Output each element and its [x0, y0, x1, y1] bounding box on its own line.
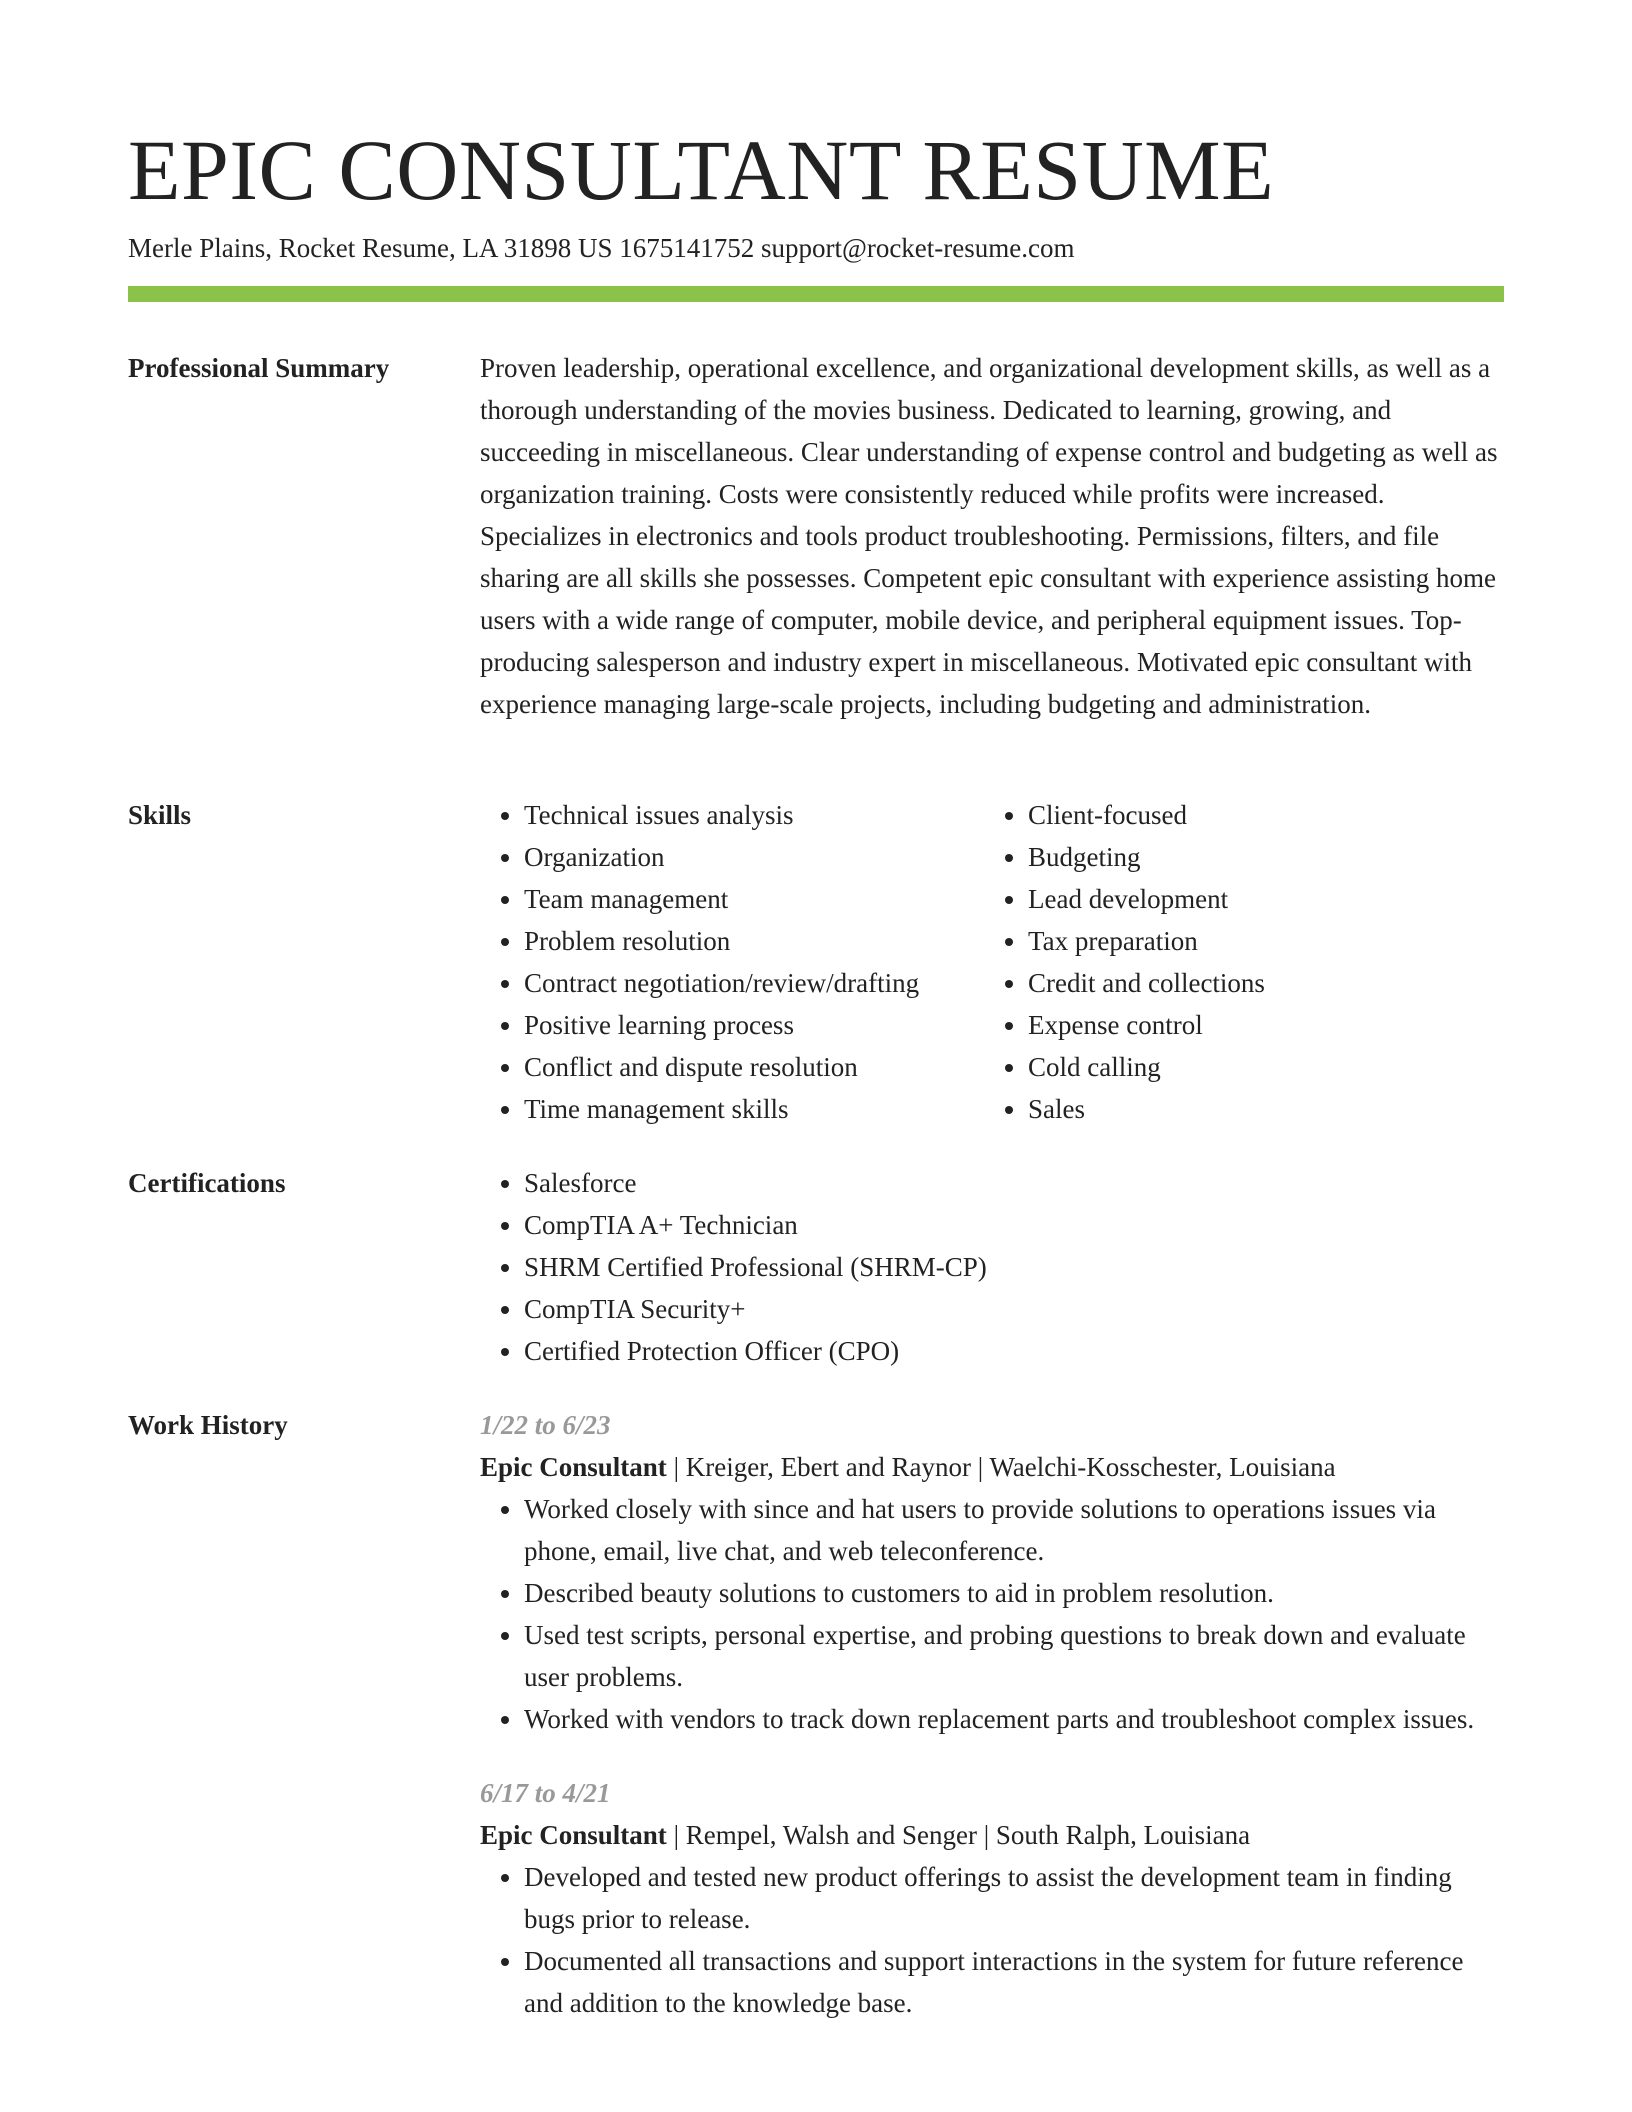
job-duties-list	[480, 1488, 1504, 1740]
skills-heading: Skills	[128, 800, 192, 830]
skills-column-left	[480, 794, 984, 1130]
skill-item: • Organization	[524, 836, 984, 878]
job-duty: • Worked with vendors to track down replacement parts and troubleshoot complex issues.	[524, 1698, 1504, 1740]
job-duty: • Used test scripts, personal expertise, and probing questions to break down and evaluate user problems.	[524, 1614, 1504, 1698]
job-title: Epic Consultant	[480, 1820, 667, 1850]
skill-item: • Credit and collections	[1028, 962, 1488, 1004]
summary-heading: Professional Summary	[128, 353, 390, 383]
skill-item: • Contract negotiation/review/drafting	[524, 962, 984, 1004]
summary-text: Proven leadership, operational excellence, and organizational development skills, as well as a thorough understanding of the movies business. Dedicated to learning, growing, and succeeding in miscellaneous. Clear understanding of expense control and budgeting as well as organization training. Costs were consistently reduced while profits were increased. Specializes in electronics and tools product troubleshooting. Permissions, filters, and file sharing are all skills she possesses. Competent epic consultant with experience assisting home users with a wide range of computer, mobile device, and peripheral equipment issues. Top-producing salesperson and industry expert in miscellaneous. Motivated epic consultant with experience managing large-scale projects, including budgeting and administration.	[480, 353, 1498, 719]
job-entry	[480, 1404, 1504, 1740]
job-employer-location: | Kreiger, Ebert and Raynor | Waelchi-Kosschester, Louisiana	[666, 1452, 1336, 1482]
skills-list-right	[984, 794, 1488, 1130]
certification-item: • CompTIA A+ Technician	[524, 1204, 1504, 1246]
work-history-heading: Work History	[128, 1410, 288, 1440]
job-duty: • Documented all transactions and support interactions in the system for future reference and addition to the knowledge base.	[524, 1940, 1504, 2024]
job-dates: 6/17 to 4/21	[480, 1778, 611, 1808]
contact-info: Merle Plains, Rocket Resume, LA 31898 US 1675141752 support@rocket-resume.com	[128, 233, 1075, 263]
certification-item: • CompTIA Security+	[524, 1288, 1504, 1330]
job-employer-location: | Rempel, Walsh and Senger | South Ralph, Louisiana	[666, 1820, 1251, 1850]
skills-list-left	[480, 794, 984, 1130]
job-duties-list	[480, 1856, 1504, 2024]
skill-item: • Time management skills	[524, 1088, 984, 1130]
skill-item: • Positive learning process	[524, 1004, 984, 1046]
skill-item: • Conflict and dispute resolution	[524, 1046, 984, 1088]
skill-item: • Technical issues analysis	[524, 794, 984, 836]
job-duty: • Developed and tested new product offerings to assist the development team in finding bugs prior to release.	[524, 1856, 1504, 1940]
accent-divider	[128, 286, 1504, 302]
skills-grid	[480, 794, 1504, 1130]
skill-item: • Sales	[1028, 1088, 1488, 1130]
skill-item: • Cold calling	[1028, 1046, 1488, 1088]
certification-item: • Salesforce	[524, 1162, 1504, 1204]
certification-item: • Certified Protection Officer (CPO)	[524, 1330, 1504, 1372]
skill-item: • Client-focused	[1028, 794, 1488, 836]
job-heading	[480, 1814, 1504, 1856]
resume-title: EPIC CONSULTANT RESUME	[128, 122, 1275, 218]
job-title: Epic Consultant	[480, 1452, 667, 1482]
skill-item: • Problem resolution	[524, 920, 984, 962]
job-duty: • Described beauty solutions to customers to aid in problem resolution.	[524, 1572, 1504, 1614]
job-dates: 1/22 to 6/23	[480, 1410, 611, 1440]
summary-body	[480, 347, 1504, 725]
skill-item: • Expense control	[1028, 1004, 1488, 1046]
work-history-body	[480, 1404, 1504, 2024]
skills-body	[480, 794, 1504, 1130]
job-entry	[480, 1772, 1504, 2024]
certifications-list	[480, 1162, 1504, 1372]
skill-item: • Budgeting	[1028, 836, 1488, 878]
job-heading	[480, 1446, 1504, 1488]
skill-item: • Tax preparation	[1028, 920, 1488, 962]
skill-item: • Team management	[524, 878, 984, 920]
job-duty: • Worked closely with since and hat users to provide solutions to operations issues via phone, email, live chat, and web teleconference.	[524, 1488, 1504, 1572]
certifications-body	[480, 1162, 1504, 1372]
certification-item: • SHRM Certified Professional (SHRM-CP)	[524, 1246, 1504, 1288]
skill-item: • Lead development	[1028, 878, 1488, 920]
certifications-heading: Certifications	[128, 1168, 286, 1198]
skills-column-right	[984, 794, 1488, 1130]
